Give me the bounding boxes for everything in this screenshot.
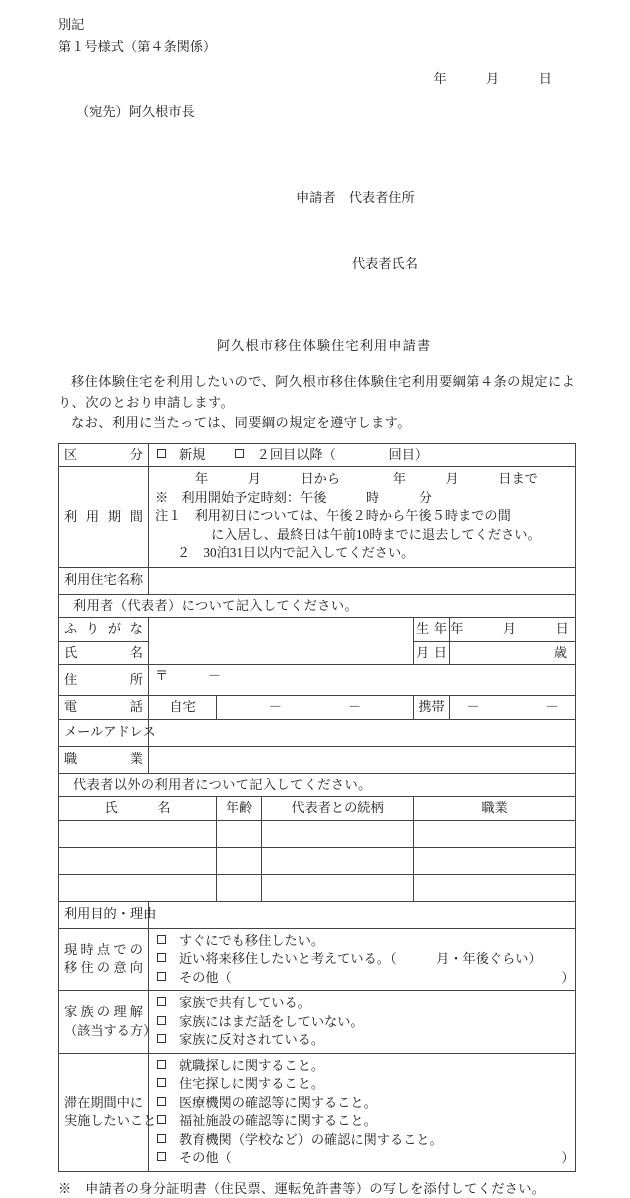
house-name-input[interactable]	[149, 567, 576, 594]
phone-mobile-label: 携帯	[414, 696, 450, 720]
others-section-note: 代表者以外の利用者について記入してください。	[59, 773, 576, 797]
star-mark: ※	[155, 489, 169, 505]
checkbox-icon[interactable]	[157, 1060, 166, 1069]
row-address	[59, 665, 576, 696]
intention-option[interactable]	[155, 969, 575, 988]
table-row	[59, 820, 576, 847]
others-name-input[interactable]	[59, 847, 217, 874]
birth-label-line1: 生年	[414, 618, 450, 642]
activity-option-label: その他（ ）	[179, 1150, 575, 1165]
activities-label-line1: 滞在期間中に	[64, 1094, 144, 1110]
kubun-option-new-label: 新規	[179, 446, 206, 462]
row-email	[59, 719, 576, 746]
others-header-relation: 代表者との続柄	[262, 797, 414, 821]
checkbox-icon[interactable]	[157, 1016, 166, 1025]
activity-option[interactable]	[155, 1131, 575, 1150]
activity-option[interactable]	[155, 1057, 575, 1076]
period-note-2-mark: ２	[177, 545, 191, 560]
others-header-age: 年齢	[217, 797, 262, 821]
table-row	[59, 847, 576, 874]
birth-date-input[interactable]: 年 月 日	[450, 618, 576, 642]
period-start-time-text[interactable]: 利用開始予定時刻：午後 時 分	[181, 489, 432, 505]
furigana-label: ふりがな	[59, 618, 149, 642]
family-label	[59, 991, 157, 1054]
others-age-input[interactable]	[217, 874, 262, 901]
others-occupation-input[interactable]	[414, 820, 576, 847]
others-age-input[interactable]	[217, 820, 262, 847]
email-input[interactable]	[149, 719, 576, 746]
phone-label: 電話	[59, 696, 149, 720]
intention-label-line2: 移住の意向	[64, 960, 143, 976]
row-others-header	[59, 797, 576, 821]
checkbox-icon[interactable]	[235, 449, 244, 458]
period-date-range[interactable]: 年 月 日から 年 月 日まで	[195, 471, 538, 486]
family-option-label: 家族に反対されている。	[179, 1032, 325, 1047]
purpose-label: 利用目的・理由	[59, 901, 149, 928]
form-category-line: 別記	[58, 17, 85, 32]
row-phone	[59, 696, 576, 720]
checkbox-icon[interactable]	[157, 449, 166, 458]
purpose-input[interactable]	[149, 901, 576, 928]
others-name-input[interactable]	[59, 820, 217, 847]
occupation-input[interactable]	[149, 746, 576, 773]
kubun-options-cell	[149, 443, 576, 467]
others-relation-input[interactable]	[262, 820, 414, 847]
table-row	[59, 874, 576, 901]
phone-home-label: 自宅	[149, 696, 217, 720]
row-period	[59, 467, 576, 568]
email-label: メールアドレス	[59, 719, 149, 746]
activity-option[interactable]	[155, 1094, 575, 1113]
family-option-label: 家族で共有している。	[179, 995, 311, 1010]
checkbox-icon[interactable]	[157, 997, 166, 1006]
family-options-cell	[149, 991, 576, 1054]
others-name-input[interactable]	[59, 874, 217, 901]
checkbox-icon[interactable]	[157, 972, 166, 981]
intention-option-label: その他（ ）	[179, 969, 575, 985]
intro-paragraphs	[58, 372, 590, 434]
others-occupation-input[interactable]	[414, 847, 576, 874]
kubun-label: 区分	[59, 443, 149, 467]
phone-home-input[interactable]: － －	[217, 696, 414, 720]
period-label: 利用期間	[59, 467, 149, 568]
postal-code-separator: －	[207, 668, 221, 683]
period-note-1	[155, 507, 575, 526]
others-age-input[interactable]	[217, 847, 262, 874]
checkbox-icon[interactable]	[157, 1097, 166, 1106]
period-note-1-cont: に入居し、最終日は午前10時までに退去してください。	[211, 526, 541, 542]
activity-option-label: 医療機関の確認等に関すること。	[179, 1094, 377, 1110]
activities-label-line2: 実施したいこと	[64, 1113, 157, 1128]
intention-option[interactable]	[155, 950, 575, 969]
row-family	[59, 991, 576, 1054]
intention-label	[59, 928, 149, 991]
period-start-time-note	[155, 489, 575, 508]
applicant-name-label: 代表者氏名	[352, 256, 418, 271]
period-note-1-text: 利用初日については、午後２時から午後５時までの間	[194, 508, 511, 523]
row-occupation	[59, 746, 576, 773]
period-note-1-mark: 注１	[155, 508, 182, 523]
checkbox-icon[interactable]	[157, 1034, 166, 1043]
checkbox-icon[interactable]	[157, 1078, 166, 1087]
form-number-line: 第１号様式（第４条関係）	[58, 39, 217, 54]
family-option[interactable]	[155, 994, 575, 1013]
family-option[interactable]	[155, 1013, 575, 1032]
family-option-label: 家族にはまだ話をしていない。	[179, 1013, 364, 1029]
intro-paragraph-1: 移住体験住宅を利用したいので、阿久根市移住体験住宅利用要綱第４条の規定により、次のとおり申請します。	[58, 374, 576, 410]
activity-option-label: 福祉施設の確認等に関すること。	[179, 1113, 377, 1128]
row-user-section-note	[59, 594, 576, 618]
intention-option-label: 近い将来移住したいと考えている。（ 月・年後ぐらい）	[179, 951, 542, 966]
activity-option-label: 就職探しに関すること。	[179, 1057, 325, 1073]
intro-paragraph-2: なお、利用に当たっては、同要綱の規定を遵守します。	[71, 415, 411, 430]
age-input[interactable]: 歳	[450, 641, 576, 665]
date-entry-line: 年 月 日	[433, 71, 552, 86]
activity-option-label: 住宅探しに関すること。	[179, 1076, 325, 1091]
occupation-label: 職業	[59, 746, 149, 773]
applicant-address-label: 申請者 代表者住所	[296, 190, 415, 205]
address-label: 住所	[59, 665, 149, 696]
others-occupation-input[interactable]	[414, 874, 576, 901]
name-label: 氏名	[59, 641, 149, 665]
others-relation-input[interactable]	[262, 874, 414, 901]
family-option[interactable]	[155, 1031, 575, 1050]
checkbox-icon[interactable]	[157, 953, 166, 962]
activity-option-label: 教育機関（学校など）の確認に関すること。	[179, 1131, 443, 1147]
row-house-name	[59, 567, 576, 594]
name-input[interactable]	[149, 618, 414, 665]
period-note-2	[155, 544, 575, 563]
row-purpose	[59, 901, 576, 928]
footnote: ※ 申請者の身分証明書（住民票、運転免許書等）の写しを添付してください。	[58, 1180, 546, 1196]
application-form-table	[58, 443, 576, 1172]
row-intention	[59, 928, 576, 991]
others-header-name: 氏 名	[59, 797, 217, 821]
activity-option[interactable]	[155, 1112, 575, 1131]
activity-option[interactable]	[155, 1149, 575, 1168]
address-input[interactable]	[149, 665, 576, 696]
activities-label	[59, 1053, 157, 1171]
checkbox-icon[interactable]	[157, 1134, 166, 1143]
period-note-2-text: 30泊31日以内で記入してください。	[203, 545, 415, 560]
intention-option[interactable]	[155, 932, 575, 951]
row-activities	[59, 1053, 576, 1171]
period-cell	[149, 467, 576, 568]
checkbox-icon[interactable]	[157, 1115, 166, 1124]
intention-label-line1: 現時点での	[64, 941, 143, 957]
activities-options-cell	[149, 1053, 576, 1171]
addressee-line: （宛先）阿久根市長	[76, 104, 195, 119]
others-header-occupation: 職業	[414, 797, 576, 821]
kubun-option-new[interactable]	[155, 447, 205, 462]
applicant-block	[58, 143, 590, 319]
kubun-option-repeat-label: ２回目以降（ 回目）	[256, 446, 429, 462]
house-name-label: 利用住宅名称	[59, 567, 149, 594]
row-kubun	[59, 443, 576, 467]
birth-label-line2: 月日	[414, 641, 450, 665]
user-section-note: 利用者（代表者）について記入してください。	[59, 594, 576, 618]
page-title: 阿久根市移住体験住宅利用申請書	[216, 338, 432, 353]
postal-code-mark: 〒	[155, 668, 169, 683]
others-relation-input[interactable]	[262, 847, 414, 874]
activity-option[interactable]	[155, 1075, 575, 1094]
family-label-line1: 家族の理解	[64, 1004, 143, 1020]
row-furigana	[59, 618, 576, 642]
kubun-option-repeat[interactable]	[209, 447, 428, 462]
checkbox-icon[interactable]	[157, 1152, 166, 1161]
intention-options-cell	[149, 928, 576, 991]
checkbox-icon[interactable]	[157, 935, 166, 944]
family-label-line2: （該当する方）	[64, 1022, 157, 1038]
row-others-section-note	[59, 773, 576, 797]
phone-mobile-input[interactable]: － －	[450, 696, 576, 720]
intention-option-label: すぐにでも移住したい。	[179, 932, 325, 948]
